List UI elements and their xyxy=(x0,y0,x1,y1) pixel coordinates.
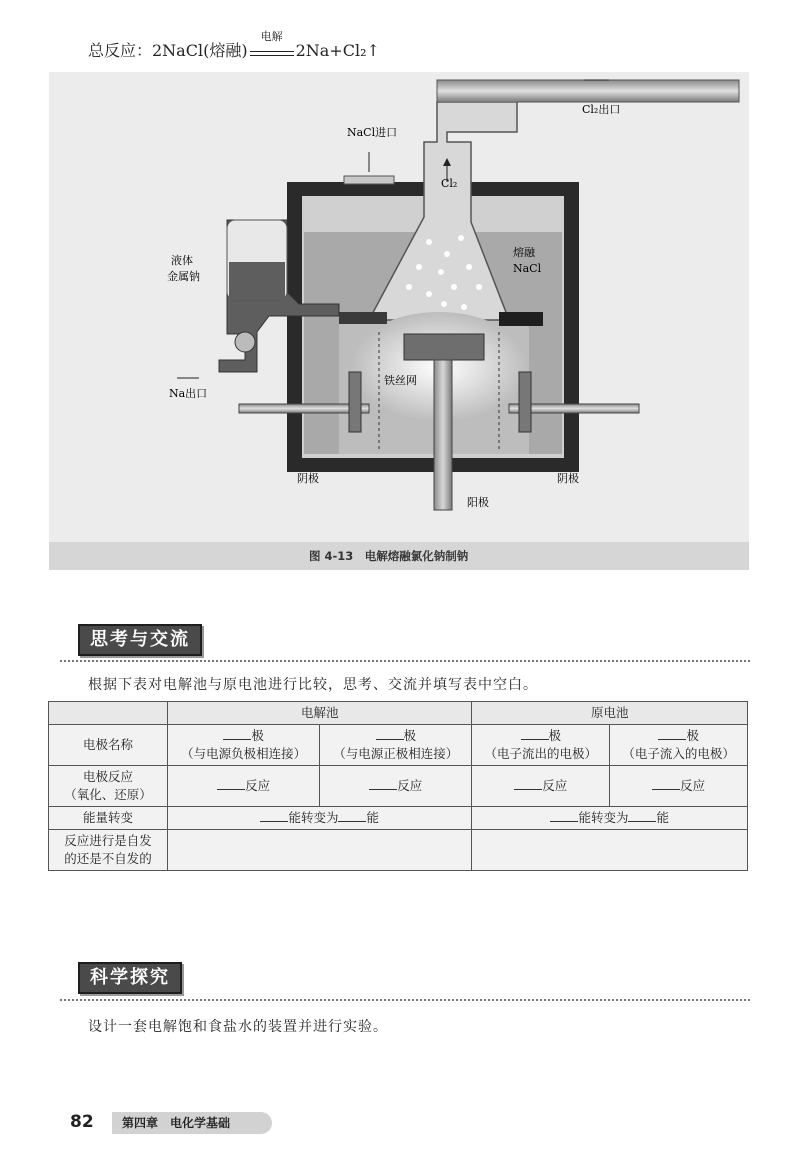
na-collector-right xyxy=(499,312,543,326)
anode-head xyxy=(404,334,484,360)
section-divider xyxy=(60,999,750,1001)
cell-reaction-1[interactable]: 反应 xyxy=(168,766,320,807)
overall-reaction xyxy=(88,30,380,61)
anode-rod xyxy=(434,360,452,510)
cell-reaction-3[interactable]: 反应 xyxy=(472,766,610,807)
discuss-intro: 根据下表对电解池与原电池进行比较，思考、交流并填写表中空白。 xyxy=(88,677,538,693)
explore-intro: 设计一套电解饱和食盐水的装置并进行实验。 xyxy=(88,1019,388,1035)
valve-icon xyxy=(235,332,255,352)
label-cathode-left: 阴极 xyxy=(297,472,319,485)
cell-spontaneous-galvanic[interactable] xyxy=(472,830,748,871)
cathode-left-plate xyxy=(349,372,361,432)
figure-caption: 图 4-13 电解熔融氯化钠制钠 xyxy=(49,542,749,570)
label-nacl-inlet: NaCl进口 xyxy=(347,126,398,139)
section-title-discuss: 思考与交流 xyxy=(78,624,202,656)
cell-energy-galvanic[interactable]: 能转变为 能 xyxy=(472,807,748,830)
cell-galvanic-positive[interactable]: 极 （电子流入的电极） xyxy=(610,725,748,766)
table-row xyxy=(49,702,748,725)
table-row xyxy=(49,807,748,830)
reaction-products: 2Na+Cl₂↑ xyxy=(295,41,380,60)
cell-electrolytic-anode[interactable]: 极 （与电源正极相连接） xyxy=(320,725,472,766)
header-galvanic-cell: 原电池 xyxy=(472,702,748,725)
label-iron-mesh: 铁丝网 xyxy=(384,374,417,387)
label-liquid-sodium-1: 液体 xyxy=(171,254,193,267)
cell-energy-electrolytic[interactable]: 能转变为 能 xyxy=(168,807,472,830)
equals-sign xyxy=(250,51,294,56)
table-row xyxy=(49,725,748,766)
electrolysis-cell-figure xyxy=(49,72,749,542)
label-cl2-outlet: Cl₂出口 xyxy=(582,103,621,116)
cell-galvanic-negative[interactable]: 极 （电子流出的电极） xyxy=(472,725,610,766)
label-liquid-sodium-2: 金属钠 xyxy=(167,270,200,283)
cell-spontaneous-electrolytic[interactable] xyxy=(168,830,472,871)
cl2-pipe xyxy=(437,80,739,102)
cell-reaction-4[interactable]: 反应 xyxy=(610,766,748,807)
row-label-electrode-name: 电极名称 xyxy=(49,725,168,766)
reaction-condition-label: 电解 xyxy=(260,30,283,43)
label-anode: 阳极 xyxy=(467,496,489,509)
table-row xyxy=(49,830,748,871)
cathode-right-plate xyxy=(519,372,531,432)
nacl-inlet xyxy=(344,176,394,184)
label-na-outlet: Na出口 xyxy=(169,387,208,400)
label-cl2: Cl₂ xyxy=(441,177,458,190)
liquid-sodium xyxy=(229,262,285,300)
reaction-condition xyxy=(250,30,294,56)
section-title-explore: 科学探究 xyxy=(78,962,182,994)
cell-reaction-2[interactable]: 反应 xyxy=(320,766,472,807)
table-row xyxy=(49,766,748,807)
section-divider xyxy=(60,660,750,662)
chapter-tab: 第四章 电化学基础 xyxy=(112,1112,272,1134)
row-label-energy: 能量转变 xyxy=(49,807,168,830)
header-electrolytic-cell: 电解池 xyxy=(168,702,472,725)
na-collector-left xyxy=(339,312,387,324)
row-label-electrode-reaction: 电极反应 （氧化、还原） xyxy=(49,766,168,807)
label-cathode-right: 阴极 xyxy=(557,472,579,485)
table-corner xyxy=(49,702,168,725)
reaction-reactants: 总反应：2NaCl(熔融) xyxy=(88,41,248,60)
page-number: 82 xyxy=(70,1112,94,1132)
label-molten-2: NaCl xyxy=(513,262,542,275)
row-label-spontaneous: 反应进行是自发 的还是不自发的 xyxy=(49,830,168,871)
label-molten-1: 熔融 xyxy=(513,246,535,259)
cell-electrolytic-cathode[interactable]: 极 （与电源负极相连接） xyxy=(168,725,320,766)
comparison-table xyxy=(48,701,748,871)
electrolysis-cell-diagram xyxy=(49,72,749,542)
